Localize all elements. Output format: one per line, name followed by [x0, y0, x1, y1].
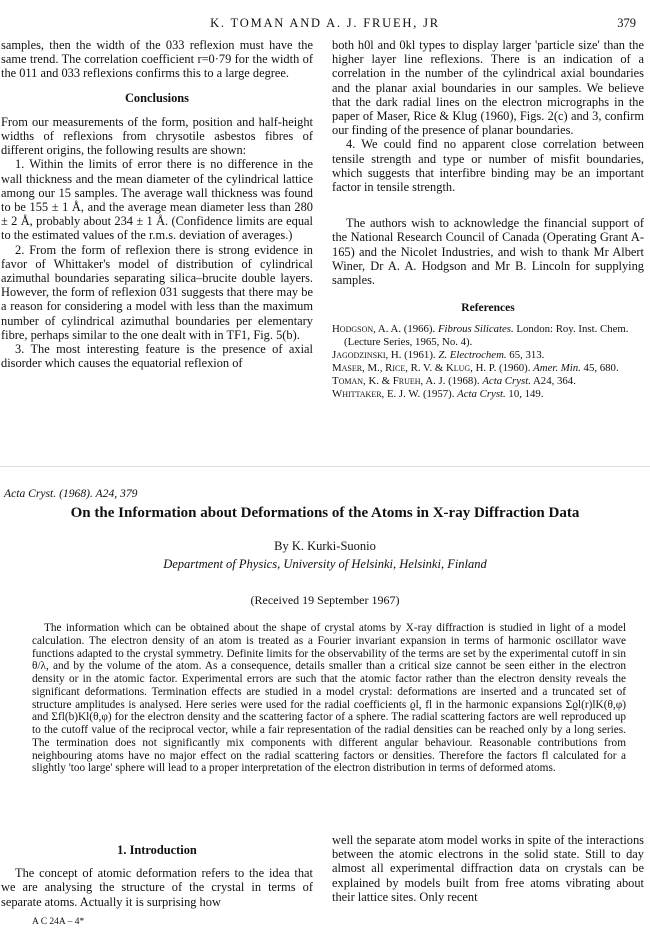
conclusion-point-2: 2. From the form of reflexion there is strong evidence in favor of Whittaker's model of distribution of cylindrical azimuthal boundaries separating silica–brucite double layers. However, the form of reflexion 031 suggests that there may be a reason for considering a model with less than the maximum number of cylindrical azimuthal boundaries per elementary fibre, perhaps similar to the one dealt with in TF1, Fig. 5(b). [1, 242, 313, 342]
conclusion-point-1: 1. Within the limits of error there is no difference in the wall thickness and the mean diameter of the cylindrical lattice among our 15 samples. The average wall thickness was found to be 155 ± 1 Å, and the average mean diameter less than 280 ± 2 Å, probably about 234 ± 1 Å. (Confidence limits are equal to the estimated values of the r.m.s. deviation of averages.) [1, 157, 313, 243]
reference-item: Toman, K. & Frueh, A. J. (1968). Acta Cryst. A24, 364. [332, 375, 576, 388]
references-heading: References [461, 302, 515, 315]
left-column [1, 38, 313, 370]
right-column [332, 38, 644, 401]
continued-paragraph-right: both h0l and 0kl types to display larger 'particle size' than the higher layer line reflexions. There is an indication of a correlation in the number of the cylindrical axial boundaries and the planar axial boundaries in our samples. We believe that the dark radial lines on the electron micrographs in the paper of Maser, Rice & Klug (1960), Figs. 2(c) and 3, confirm our finding of the presence of planar boundaries. [332, 38, 644, 138]
page-number: 379 [617, 16, 636, 30]
abstract [32, 622, 626, 775]
page-signature: A C 24A – 4* [32, 917, 85, 927]
intro-right-column [332, 833, 644, 904]
introduction-heading: 1. Introduction [117, 843, 197, 857]
running-header [0, 14, 650, 34]
received-date: (Received 19 September 1967) [250, 593, 400, 607]
reference-item: Whittaker, E. J. W. (1957). Acta Cryst. 10, 149. [332, 388, 544, 401]
journal-reference: Acta Cryst. (1968). A24, 379 [4, 487, 138, 500]
article-separator [0, 466, 650, 467]
acknowledgement: The authors wish to acknowledge the financial support of the National Research Council of Canada (Operating Grant A-165) and the Nicolet Industries, and wish to thank Mr Albert Winer, Dr A. A. Hodgson and Mr B. Lincoln for supplying samples. [332, 216, 644, 288]
article-title: On the Information about Deformations of the Atoms in X-ray Diffraction Data [70, 505, 580, 521]
references-list [332, 323, 644, 401]
conclusion-point-3: 3. The most interesting feature is the presence of axial disorder which causes the equatorial reflexion of [1, 342, 313, 371]
running-header-authors: K. TOMAN AND A. J. FRUEH, JR [210, 16, 440, 30]
conclusions-heading: Conclusions [124, 90, 190, 105]
reference-item: Jagodzinski, H. (1961). Z. Electrochem. 65, 313. [332, 349, 545, 362]
conclusion-point-4: 4. We could find no apparent close correlation between tensile strength and type or number of misfit boundaries, which suggests that interfibre binding may be an important factor in tensile strength. [332, 137, 644, 195]
affiliation: Department of Physics, University of Helsinki, Helsinki, Finland [163, 557, 487, 571]
continued-paragraph: samples, then the width of the 033 reflexion must have the same trend. The correlation coefficient r=0·79 for the width of the 011 and 033 reflexions confirms this to a large degree. [1, 38, 313, 81]
reference-item: Hodgson, A. A. (1966). Fibrous Silicates. London: Roy. Inst. Chem. (Lecture Series, 1965, No. 4). [332, 323, 629, 349]
conclusions-lead: From our measurements of the form, position and half-height widths of reflexions from chrysotile asbestos fibres of different origins, the following results are shown: [1, 114, 313, 158]
intro-left-column [1, 843, 313, 909]
intro-paragraph-left: The concept of atomic deformation refers to the idea that we are analysing the structure of the crystal in terms of separate atoms. Actually it is surprising how [1, 866, 313, 909]
abstract-text: The information which can be obtained about the shape of crystal atoms by X-ray diffraction is studied in light of a model calculation. The electron density of an atom is treated as a Fourier invariant expansion in terms of harmonic oscillator wave functions adapted to the crystal symmetry. Definite limits for the observability of the terms are set by the experimental cutoff in sin θ/λ, and by the volume of the atom. As a consequence, details smaller than a critical size cannot be seen either in the electron density or in the atomic factor. Experimental errors are such that the atomic factor rather than the electron density reveals the significant deformations. Termination effects are studied in a model crystal: deformations are inserted and a truncated set of structure amplitudes is analysed. Here series were used for the radial coefficients ϱl, fl in the harmonic expansions Σϱl(r)lK(θ,φ) and Σfl(b)Kl(θ,φ) for the electron density and the scattering factor of a sphere. The radial scattering factors are well reproduced up to the cutoff value of the reciprocal vector, while a fair representation of the radial densities can be reached only by a long series. The termination does not significantly mix components with different angular behaviour. Reasonable contributions from neighbouring atoms have no major effect on the radial scattering factors or densities. Therefore the factors fl calculated for a slightly 'too large' sphere will lead to a proper interpretation of the electron distribution in terms of deformed atoms. [32, 622, 626, 775]
author-byline: By K. Kurki-Suonio [274, 539, 376, 553]
intro-paragraph-right: well the separate atom model works in spite of the interactions between the atomic electrons in the solid state. Still to day almost all experimental diffraction data on crystals can be explained by models built from free atoms vibrating about their lattice sites. Only recent [332, 833, 644, 904]
reference-item: Maser, M., Rice, R. V. & Klug, H. P. (1960). Amer. Min. 45, 680. [332, 362, 619, 375]
